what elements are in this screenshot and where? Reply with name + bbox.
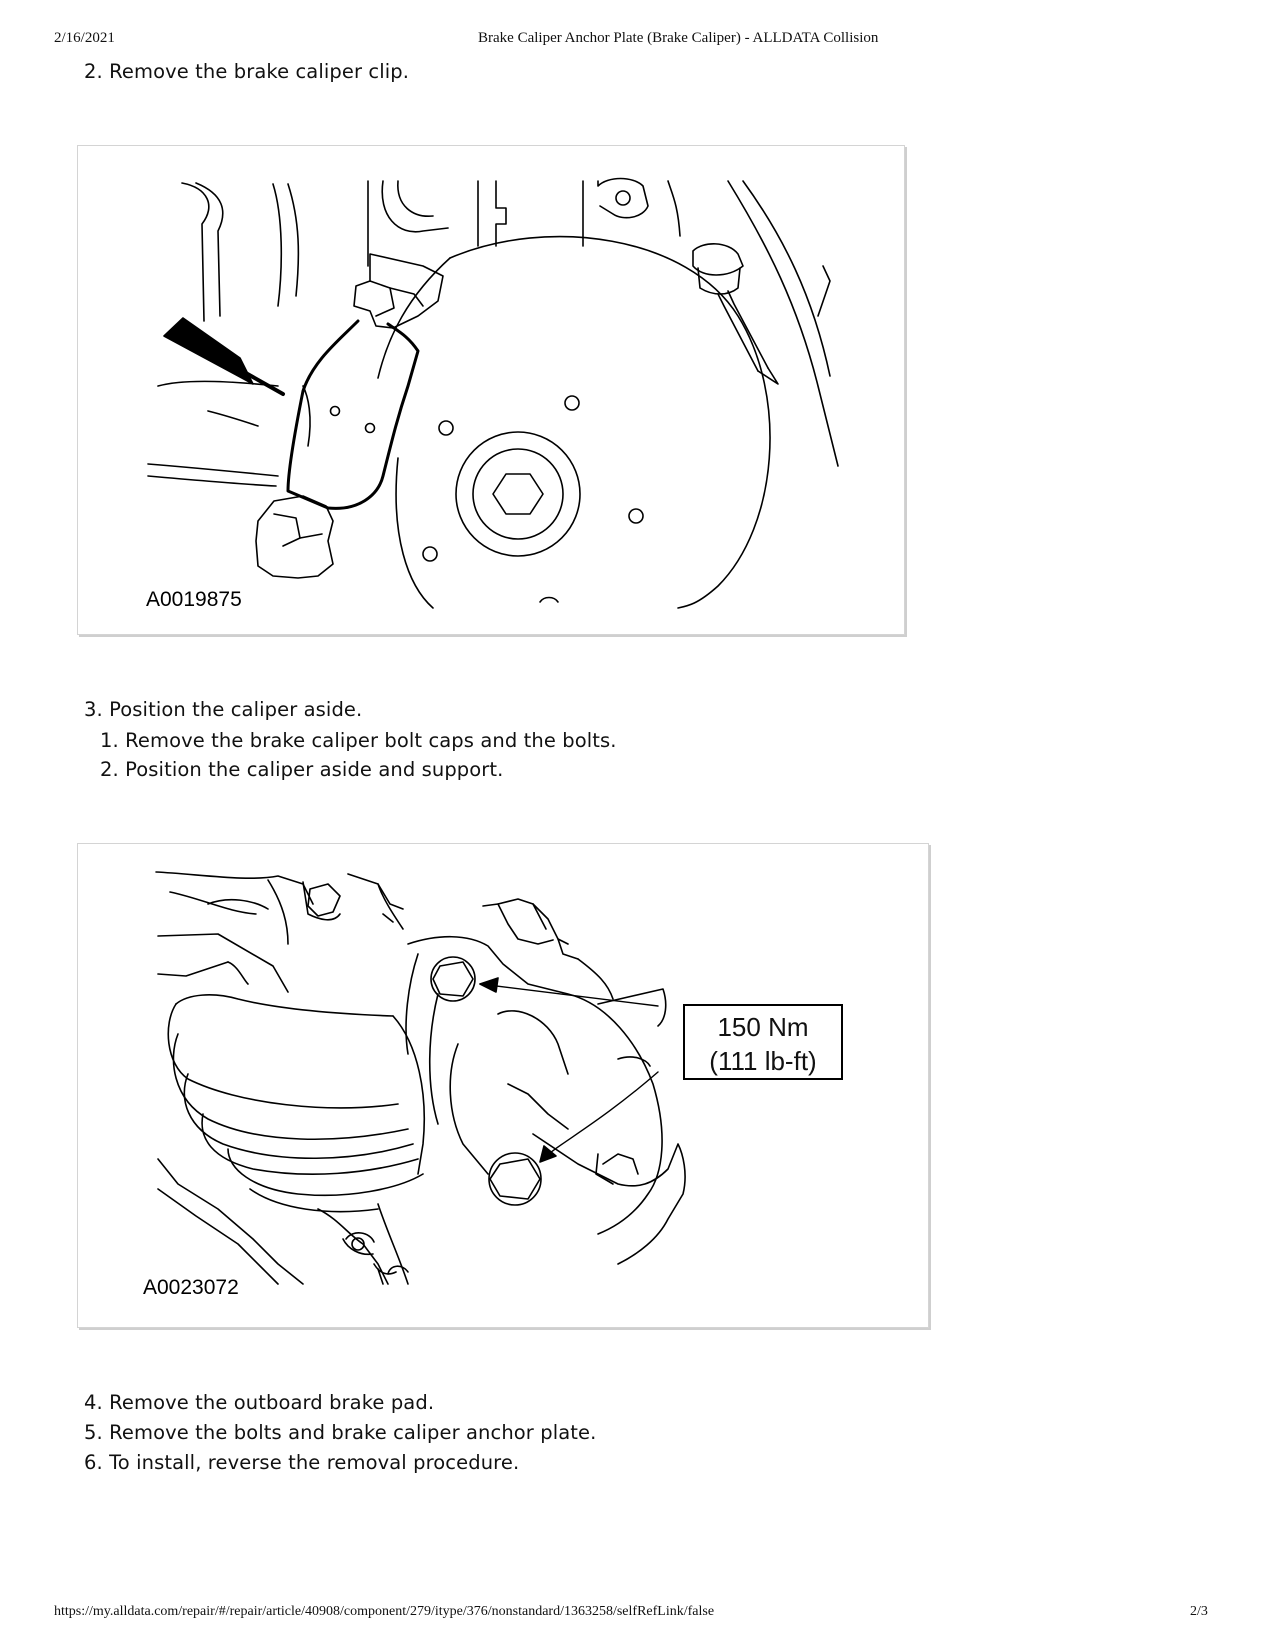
page-number: 2/3 (1190, 1604, 1208, 1619)
figure-code: A0023072 (143, 1276, 239, 1299)
torque-lbft: (111 lb-ft) (709, 1046, 817, 1076)
step-4: 4. Remove the outboard brake pad. (84, 1391, 435, 1414)
step-3: 3. Position the caliper aside. (84, 698, 363, 721)
figure-caliper-bolts (77, 843, 929, 1328)
caliper-bolts-illustration (78, 844, 928, 1327)
torque-nm: 150 Nm (717, 1012, 809, 1042)
step-3-sub-2: 2. Position the caliper aside and support. (100, 758, 504, 781)
torque-callout (683, 1004, 843, 1080)
figure-brake-caliper-clip (77, 145, 905, 635)
step-3-sub-1: 1. Remove the brake caliper bolt caps and the bolts. (100, 729, 617, 752)
print-page-title: Brake Caliper Anchor Plate (Brake Caliper) - ALLDATA Collision (478, 30, 879, 46)
figure-code: A0019875 (146, 588, 242, 611)
step-5: 5. Remove the bolts and brake caliper anchor plate. (84, 1421, 597, 1444)
print-url: https://my.alldata.com/repair/#/repair/article/40908/component/279/itype/376/nonstandard/1363258/selfRefLink/false (54, 1604, 715, 1619)
step-6: 6. To install, reverse the removal procedure. (84, 1451, 520, 1474)
print-date: 2/16/2021 (54, 30, 115, 46)
step-2: 2. Remove the brake caliper clip. (84, 60, 410, 83)
brake-caliper-clip-illustration (78, 146, 904, 634)
